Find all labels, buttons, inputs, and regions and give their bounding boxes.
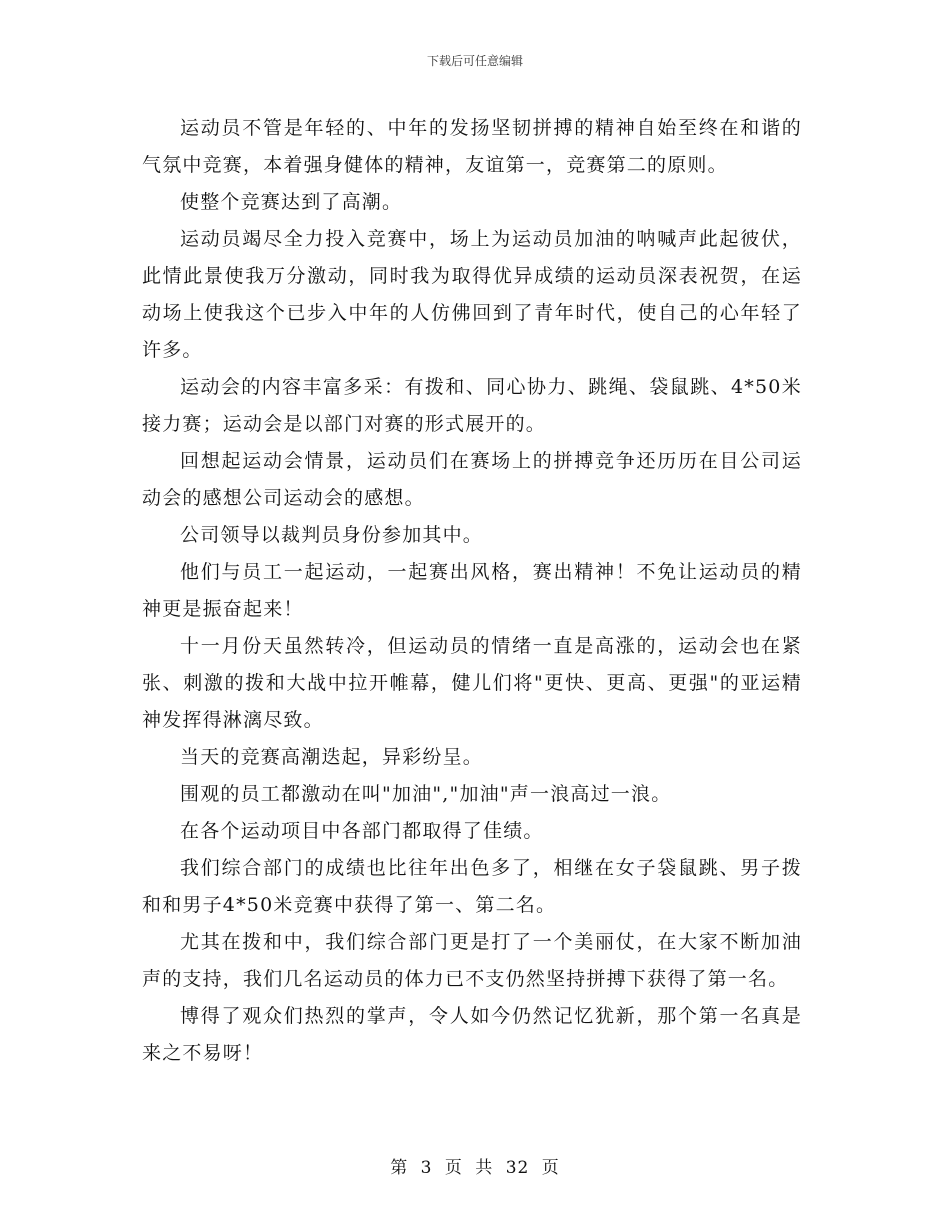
total-unit: 页 <box>541 1158 560 1178</box>
page-label: 第 <box>390 1158 409 1178</box>
total-label: 共 <box>475 1158 494 1178</box>
paragraph: 公司领导以裁判员身份参加其中。 <box>180 524 484 546</box>
paragraph: 回想起运动会情景，运动员们在赛场上的拼搏竞争还历历在目公司运动会的感想公司运动会的感想。 <box>142 450 802 509</box>
paragraph: 我们综合部门的成绩也比往年出色多了，相继在女子袋鼠跳、男子拨和和男子4*50米竞赛中获得了第一、第二名。 <box>142 857 802 916</box>
paragraph: 使整个竞赛达到了高潮。 <box>180 191 403 213</box>
paragraph: 他们与员工一起运动，一起赛出风格，赛出精神！不免让运动员的精神更是振奋起来！ <box>142 561 802 620</box>
paragraph: 运动员不管是年轻的、中年的发扬坚韧拼搏的精神自始至终在和谐的气氛中竞赛，本着强身健体的精神，友谊第一，竞赛第二的原则。 <box>142 117 802 176</box>
paragraph: 当天的竞赛高潮迭起，异彩纷呈。 <box>180 746 484 768</box>
paragraph: 围观的员工都激动在叫"加油","加油"声一浪高过一浪。 <box>180 783 672 805</box>
paragraph: 在各个运动项目中各部门都取得了佳绩。 <box>180 820 544 842</box>
document-body <box>142 110 802 1072</box>
page-footer <box>0 1153 950 1178</box>
paragraph: 尤其在拨和中，我们综合部门更是打了一个美丽仗，在大家不断加油声的支持，我们几名运动员的体力已不支仍然坚持拼搏下获得了第一名。 <box>142 931 802 990</box>
paragraph: 运动员竭尽全力投入竞赛中，场上为运动员加油的呐喊声此起彼伏，此情此景使我万分激动，同时我为取得优异成绩的运动员深表祝贺，在运动场上使我这个已步入中年的人仿佛回到了青年时代，使自己的心年轻了许多。 <box>142 228 802 361</box>
page-number: 3 <box>420 1158 433 1178</box>
paragraph: 博得了观众们热烈的掌声，令人如今仍然记忆犹新，那个第一名真是来之不易呀！ <box>142 1005 802 1064</box>
page-header: 下载后可任意编辑 <box>426 54 523 68</box>
paragraph: 运动会的内容丰富多采：有拨和、同心协力、跳绳、袋鼠跳、4*50米接力赛；运动会是以部门对赛的形式展开的。 <box>142 376 802 435</box>
page-unit: 页 <box>444 1158 463 1178</box>
total-pages: 32 <box>505 1158 530 1178</box>
paragraph: 十一月份天虽然转冷，但运动员的情绪一直是高涨的，运动会也在紧张、刺激的拨和大战中拉开帷幕，健儿们将"更快、更高、更强"的亚运精神发挥得淋漓尽致。 <box>142 635 802 731</box>
